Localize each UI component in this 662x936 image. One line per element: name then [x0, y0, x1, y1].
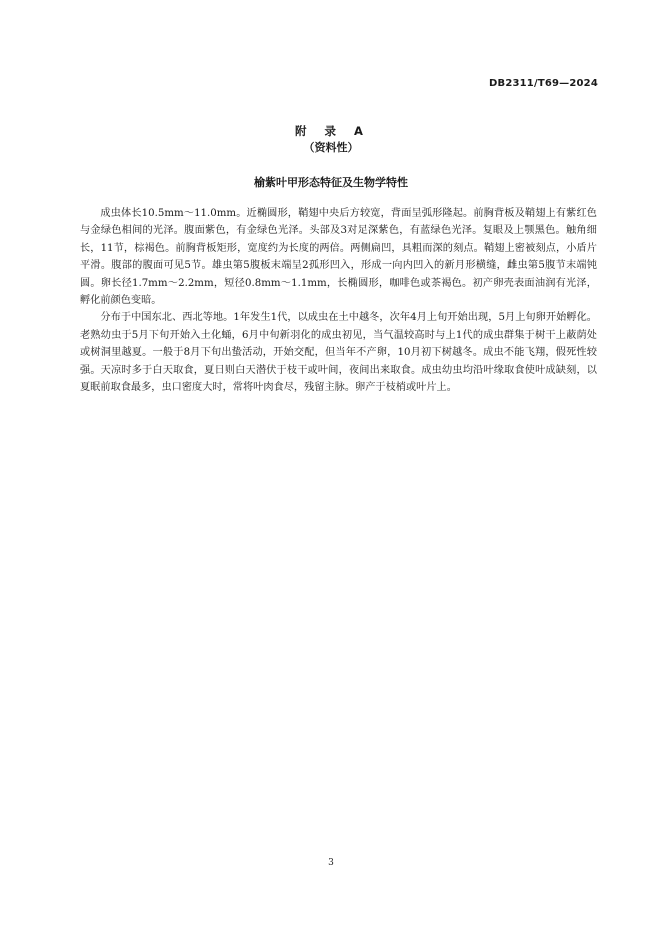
page-number: 3: [328, 858, 334, 868]
document-code: DB2311/T69—2024: [489, 78, 598, 89]
paragraph-biology: 分布于中国东北、西北等地。1年发生1代，以成虫在土中越冬，次年4月上旬开始出现，5月上旬卵开始孵化。老熟幼虫于5月下旬开始入土化蛹，6月中旬新羽化的成虫初见，当气温较高时与上1代的成虫群集于树干上蔽荫处或树洞里越夏。一般于8月下旬出蛰活动，开始交配，但当年不产卵，10月初下树越冬。成虫不能飞翔，假死性较强。天凉时多于白天取食，夏日则白天潜伏于枝干或叶间，夜间出来取食。成虫幼虫均沿叶缘取食使叶成缺刻，以夏眠前取食最多，虫口密度大时，常将叶肉食尽，残留主脉。卵产于枝梢或叶片上。: [80, 312, 597, 394]
appendix-title: 附 录 A: [295, 124, 367, 138]
body-text: [80, 205, 597, 396]
appendix-subtitle: （资料性）: [303, 141, 359, 154]
paragraph-morphology: 成虫体长10.5mm～11.0mm。近椭圆形，鞘翅中央后方较宽，背面呈弧形隆起。前胸背板及鞘翅上有紫红色与金绿色相间的光泽。腹面紫色，有金绿色光泽。头部及3对足深紫色，有蓝绿色光泽。复眼及上颚黑色。触角细长，11节，棕褐色。前胸背板矩形，宽度约为长度的两倍。两侧扁凹，具粗而深的刻点。鞘翅上密被刻点，小盾片平滑。腹部的腹面可见5节。雄虫第5腹板末端呈2孤形凹入，形成一向内凹入的新月形横缝，雌虫第5腹节末端钝圆。卵长径1.7mm～2.2mm，短径0.8mm～1.1mm，长椭圆形，咖啡色或茶褐色。初产卵壳表面油润有光泽，孵化前颜色变暗。: [80, 208, 597, 307]
section-title: 榆紫叶甲形态特征及生物学特性: [254, 176, 408, 189]
